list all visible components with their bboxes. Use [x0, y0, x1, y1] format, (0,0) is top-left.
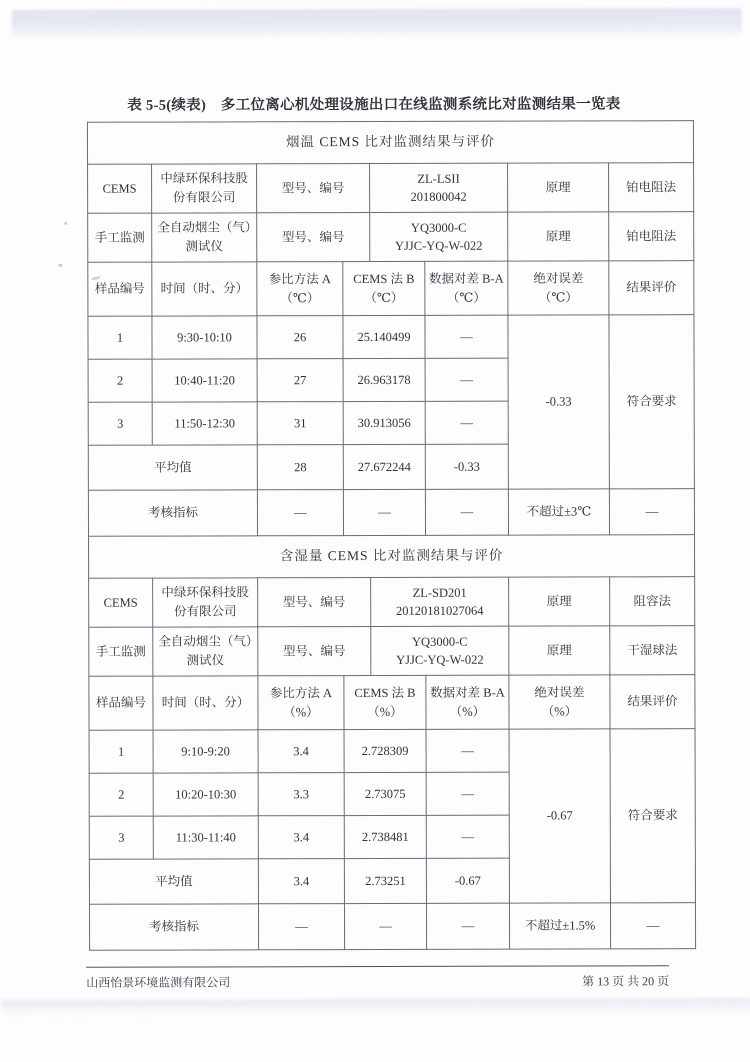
cell-dash: — — [609, 489, 694, 535]
cell-ref-a: 31 — [257, 402, 343, 445]
model-label: 型号、编号 — [258, 627, 371, 676]
cell-ref-a: 26 — [257, 316, 343, 359]
cell-time: 10:40-11:20 — [152, 359, 257, 402]
cell-time: 9:10-9:20 — [153, 730, 258, 773]
cell-abs-error: -0.33 — [508, 315, 609, 489]
col-label: 绝对误差 — [534, 685, 585, 700]
cell-time: 9:30-10:10 — [152, 316, 257, 359]
model-line1: YQ3000-C — [411, 634, 468, 649]
col-unit: （%） — [367, 704, 403, 719]
cell-limit: 不超过±1.5% — [509, 903, 610, 949]
cell-time: 11:30-11:40 — [153, 816, 258, 859]
section-title: 烟温 CEMS 比对监测结果与评价 — [87, 121, 693, 165]
col-time: 时间（时、分） — [153, 676, 258, 730]
cell-cems-b: 2.73075 — [344, 772, 426, 815]
comparison-results-table — [87, 120, 696, 951]
cell-abs-error: -0.67 — [509, 729, 610, 903]
cell-dash: — — [425, 489, 508, 535]
section-moisture-content — [89, 535, 696, 951]
scan-speck — [58, 264, 62, 267]
cell-dash: — — [426, 903, 509, 949]
scan-speck — [64, 222, 67, 225]
model-value — [371, 626, 509, 675]
cell-cems-b: 30.913056 — [343, 401, 425, 444]
col-sample-no: 样品编号 — [89, 676, 153, 730]
principle-label: 原理 — [509, 626, 610, 675]
principle-value: 阻容法 — [610, 577, 695, 626]
principle-label: 原理 — [508, 163, 609, 212]
col-abs-error — [509, 675, 610, 729]
scan-artifact-bottom-band — [1, 998, 750, 1015]
cell-diff: -0.67 — [426, 858, 509, 903]
cell-diff: — — [425, 358, 508, 401]
cell-assess-label: 考核指标 — [89, 904, 258, 950]
cell-cems-b: 2.73251 — [344, 858, 426, 903]
cell-diff: — — [425, 401, 508, 444]
col-time: 时间（时、分） — [152, 262, 257, 316]
col-result: 结果评价 — [609, 261, 694, 315]
cell-sample-no: 1 — [89, 730, 153, 773]
col-label: CEMS 法 B — [353, 272, 415, 287]
col-unit: （℃） — [364, 290, 404, 305]
cell-dash: — — [257, 490, 343, 536]
cell-result: 符合要求 — [609, 315, 694, 489]
col-sample-no: 样品编号 — [88, 262, 152, 316]
cell-cems-b: 26.963178 — [343, 358, 425, 401]
cell-diff: — — [425, 315, 508, 358]
col-label: CEMS 法 B — [354, 686, 416, 701]
info-device: 中绿环保科技股份有限公司 — [152, 164, 257, 213]
info-device: 全自动烟尘（气）测试仪 — [153, 627, 258, 676]
model-label: 型号、编号 — [257, 164, 370, 213]
scan-artifact-top-band — [12, 8, 742, 39]
info-source: 手工监测 — [88, 213, 152, 262]
page-footer — [86, 965, 669, 991]
cell-sample-no: 2 — [89, 773, 153, 816]
model-line2: YJJC-YQ-W-022 — [394, 238, 483, 253]
model-line1: ZL-LSII — [417, 171, 460, 186]
col-label: 绝对误差 — [533, 271, 584, 286]
col-unit: （℃） — [538, 289, 578, 305]
cell-cems-b: 2.738481 — [344, 815, 426, 858]
assessment-row — [89, 903, 695, 951]
principle-value: 干湿球法 — [610, 626, 695, 675]
cell-result: 符合要求 — [610, 729, 695, 903]
cell-cems-b: 2.728309 — [344, 729, 426, 772]
col-unit: （%） — [449, 704, 486, 719]
info-device: 中绿环保科技股份有限公司 — [153, 578, 258, 627]
col-abs-error — [508, 261, 609, 315]
cell-time: 11:50-12:30 — [152, 402, 257, 445]
cell-ref-a: 27 — [257, 359, 343, 402]
cell-cems-b: 25.140499 — [343, 315, 425, 358]
cell-ref-a: 3.4 — [258, 816, 344, 859]
model-label: 型号、编号 — [258, 578, 371, 627]
cell-ref-a: 28 — [257, 445, 343, 490]
principle-label: 原理 — [509, 577, 610, 626]
cell-diff: — — [426, 772, 509, 815]
col-ref-method — [258, 676, 344, 730]
cell-limit: 不超过±3℃ — [508, 489, 609, 535]
col-result: 结果评价 — [610, 675, 695, 729]
col-data-diff — [426, 675, 509, 729]
section-flue-temperature — [87, 121, 694, 537]
col-data-diff — [425, 261, 508, 315]
cell-sample-no: 1 — [88, 316, 152, 359]
cell-avg-label: 平均值 — [89, 859, 258, 904]
info-device: 全自动烟尘（气）测试仪 — [152, 213, 257, 262]
model-line1: YQ3000-C — [410, 220, 467, 235]
cell-ref-a: 3.4 — [258, 859, 344, 904]
info-source: CEMS — [88, 164, 152, 213]
cell-sample-no: 3 — [88, 402, 152, 445]
footer-company: 山西怡景环境监测有限公司 — [86, 975, 231, 990]
col-cems-method — [344, 675, 426, 729]
cell-sample-no: 3 — [89, 816, 153, 859]
info-source: CEMS — [89, 578, 153, 627]
col-unit: （℃） — [446, 290, 486, 305]
model-value — [370, 163, 508, 212]
cell-diff: — — [426, 729, 509, 772]
cell-ref-a: 3.4 — [258, 730, 344, 773]
model-value — [371, 577, 509, 626]
col-cems-method — [343, 261, 425, 315]
section-title: 含湿量 CEMS 比对监测结果与评价 — [89, 535, 695, 579]
cell-dash: — — [610, 903, 695, 949]
footer-page-number: 第 13 页 共 20 页 — [582, 974, 670, 989]
cell-assess-label: 考核指标 — [88, 490, 257, 536]
cell-dash: — — [258, 904, 344, 950]
col-label: 参比方法 A — [269, 686, 333, 701]
col-unit: （℃） — [280, 290, 320, 305]
model-line2: 201800042 — [410, 189, 467, 204]
page-title: 表 5-5(续表) 多工位离心机处理设施出口在线监测系统比对监测结果一览表 — [127, 96, 621, 114]
col-label: 数据对差 B-A — [428, 272, 504, 287]
info-source: 手工监测 — [89, 627, 153, 676]
col-unit: （%） — [283, 704, 319, 719]
cell-dash: — — [343, 489, 425, 535]
table-row — [88, 315, 694, 360]
principle-value: 铂电阻法 — [609, 163, 694, 212]
model-line2: 20120181027064 — [395, 603, 484, 618]
cell-avg-label: 平均值 — [88, 445, 257, 490]
model-value — [370, 212, 508, 261]
principle-value: 铂电阻法 — [609, 212, 694, 261]
col-label: 数据对差 B-A — [430, 686, 505, 701]
cell-diff: — — [426, 815, 509, 858]
cell-sample-no: 2 — [88, 359, 152, 402]
cell-time: 10:20-10:30 — [153, 773, 258, 816]
cell-ref-a: 3.3 — [258, 773, 344, 816]
cell-cems-b: 27.672244 — [343, 444, 425, 489]
table-row — [89, 729, 695, 774]
cell-diff: -0.33 — [425, 444, 508, 489]
model-label: 型号、编号 — [257, 213, 370, 262]
col-unit: （%） — [541, 703, 578, 719]
assessment-row — [88, 489, 694, 537]
principle-label: 原理 — [508, 212, 609, 261]
col-ref-method — [257, 262, 343, 316]
model-line1: ZL-SD201 — [412, 585, 467, 600]
col-label: 参比方法 A — [268, 272, 331, 287]
cell-dash: — — [344, 903, 426, 949]
model-line2: YJJC-YQ-W-022 — [396, 652, 484, 667]
